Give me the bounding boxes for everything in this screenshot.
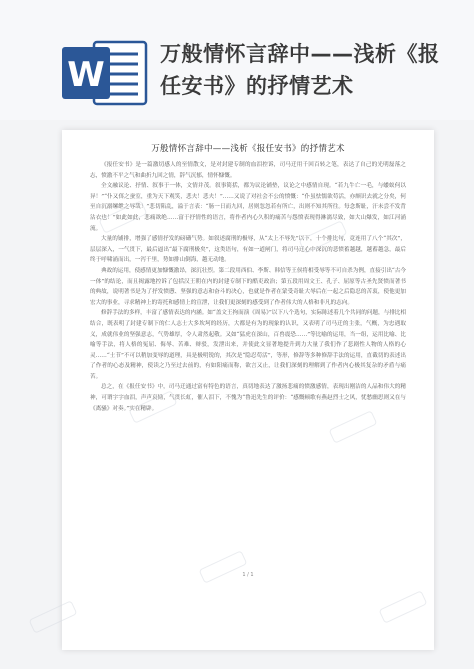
page-heading: 万般情怀言辞中——浅析《报任安书》的抒情艺术 xyxy=(151,144,345,154)
paragraph-4: 典故的运用，使感情更加慷慨激昂，深沉壮烈。第二段用西伯、李斯、韩信等王侯将相受辱等不可自杀为例，直接引出“古今一体”的结论，而且揭露地控诉了包括汉王朝在内的封建专制下的酷吏政治；第五段用周文王、孔子、屈原等古圣先贤愤而著书的典故，说明著书是为了抒发愤懑、坚强的意志和奋斗的决心，也就是作者在蒙受奇耻大辱后在一起之后隐忍的苦衷，使他更加宏大的事业，寻求精神上的寄托和感情上的宣泄，让我们更深刻的感受到了作者伟大的人格和非凡的志向。 xyxy=(90,267,406,306)
document-page xyxy=(62,130,434,650)
paragraph-5: 修辞手法的多样，丰富了感情表达的内涵。如“盖文王拘而演《周易》”以下八个选句，实际陈述着几个共同的问题，与排比相结合，既表明了封建专制下的仁人志士大多坎坷的经历，大都是有为的现象的认识，又表明了司马迁的主张，气概，为忠遇取义，成就伟业的坚强意志，气势雄厚，令人肃然起敬。又如“猛虎在深山，百兽震恐……”等比喻的运用，当一组，运用比喻、比喻等手法，将人格的冤屈、侮辱、苦难、辩驳，发泄出来，并使此文显著地提升到力大量了我们作了悲剧性人物的人格的心灵……“士节”不可以稍加变辱的道理，具是极明锐的，其次是“隐忍苟活”，等形，修辞等多种修辞手法的运用，直截切的表述出了作者的心态及精神，使读之乃至过去前的，有如阳痛而称，欲言又止，让我们深刻的理解到了作者内心极其复杂的矛盾与痛苦。 xyxy=(90,310,406,380)
document-title: 万般情怀言辞中——浅析《报任安书》的抒情艺术 xyxy=(160,42,440,98)
page-content xyxy=(90,142,406,414)
word-document-icon xyxy=(60,38,150,108)
page-number: 1 / 1 xyxy=(242,572,254,578)
header-banner xyxy=(0,0,474,120)
svg-text:W: W xyxy=(67,55,105,95)
paragraph-2: 全文融议论、抒情、叙事于一体，文情并茂。叙事简括，都为议论铺垫，议论之中感情自现。“若九牛亡一毛，与蝼蚁何以异！”“仆又佴之蚕室，重为天下观笑，悲夫！悲夫！”……又说了对社会不公的愤慨：“仆虽怯懦欲苟活，亦颇识去就之分矣，何至自沉溺缧绁之辱哉！”悲切陷乱，溢于言表：“肠一日而九回，居则忽忽若有所亡，出则不知其所往。每念斯耻，汗未尝不发背沾衣也！”如此如此，悲痛欲绝……富于抒情性的语言，将作者内心久积的痛苦与怨愤表现得淋漓尽致，如大山爆发，如江河涌流。 xyxy=(90,183,406,232)
paragraph-1: 《报任安书》是一篇激切感人的至情散文，是对封建专制的血泪控诉，司马迁用千回百转之笔，表达了自己的光明磊落之志，愤激不平之气和曲折九回之情，辞气沉郁，情怀慷慨。 xyxy=(90,162,406,179)
paragraph-6: 总之，在《报任安书》中，司马迁通过富有特色的语言，真切地表达了激扬悲痛的愤激感情，表现出刚洁的人品和伟大的精神，可谓字字血泪，声声哀恸，气贯长虹，催人泪下，不愧为“鲁迅先生的评价：“感慨顿歌有燕赵烈士之风，忧愁幽思则又在与《离骚》对奏。”实在精辟。 xyxy=(90,384,406,412)
paragraph-3: 大量的铺排，增强了感情抒发的磅礴气势。如叙述腐刑的极辱，从“太上不辱先”以下，十个排比句，竟连用了八个“其次”，层层深入，一气贯下，最后逼出“最下腐刑极矣”，这类语句，有如一道闸门，将司马迁心中深沉的悲愤蓄越越，越蓄越急，最后终于呼啸涌而出，一泻千里，势如排山倒海，越无动地。 xyxy=(90,236,406,264)
